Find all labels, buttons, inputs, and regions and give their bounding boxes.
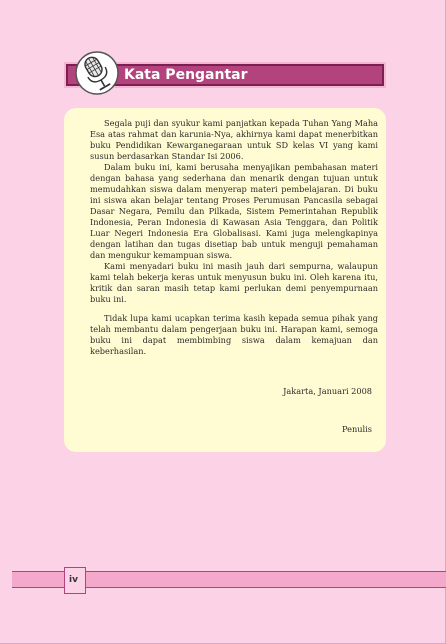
paragraph-2: Dalam buku ini, kami berusaha menyajikan pembahasan materi dengan bahasa yang sederhana dan menarik dengan tujuan untuk memudahkan siswa dalam menyerap materi pembelajaran. Di buku ini siswa akan belajar tentang Proses Perumusan Pancasila sebagai Dasar Negara, Pemilu dan Pilkada, Sistem Pemerintahan Republik Indonesia, Peran Indonesia di Kawasan Asia Tenggara, dan Politik Luar Negeri Indonesia Era Globalisasi. Kami juga melengkapinya dengan latihan dan tugas disetiap bab untuk menguji pemahaman dan mengukur kemampuan siswa.: [90, 162, 378, 260]
page-title: Kata Pengantar: [124, 67, 248, 83]
page-number: iv: [69, 575, 78, 585]
paragraph-4: Tidak lupa kami ucapkan terima kasih kepada semua pihak yang telah membantu dalam pengerjaan buku ini. Harapan kami, semoga buku ini dapat membimbing siswa dalam kemajuan dan keberhasilan.: [90, 313, 378, 356]
content-box: [64, 108, 386, 452]
paragraph-1: Segala puji dan syukur kami panjatkan kepada Tuhan Yang Maha Esa atas rahmat dan karunia-Nya, akhirnya kami dapat menerbitkan buku Pendidikan Kewarganegaraan untuk SD kelas VI yang kami susun berdasarkan Standar Isi 2006.: [90, 118, 378, 161]
microphone-icon: [74, 50, 120, 96]
place-date: Jakarta, Januari 2008: [283, 386, 372, 396]
paragraph-3: Kami menyadari buku ini masih jauh dari sempurna, walaupun kami telah bekerja keras untuk menyusun buku ini. Oleh karena itu, kritik dan saran masih tetap kami perlukan demi penyempurnaan buku ini.: [90, 261, 378, 304]
author: Penulis: [342, 424, 372, 434]
